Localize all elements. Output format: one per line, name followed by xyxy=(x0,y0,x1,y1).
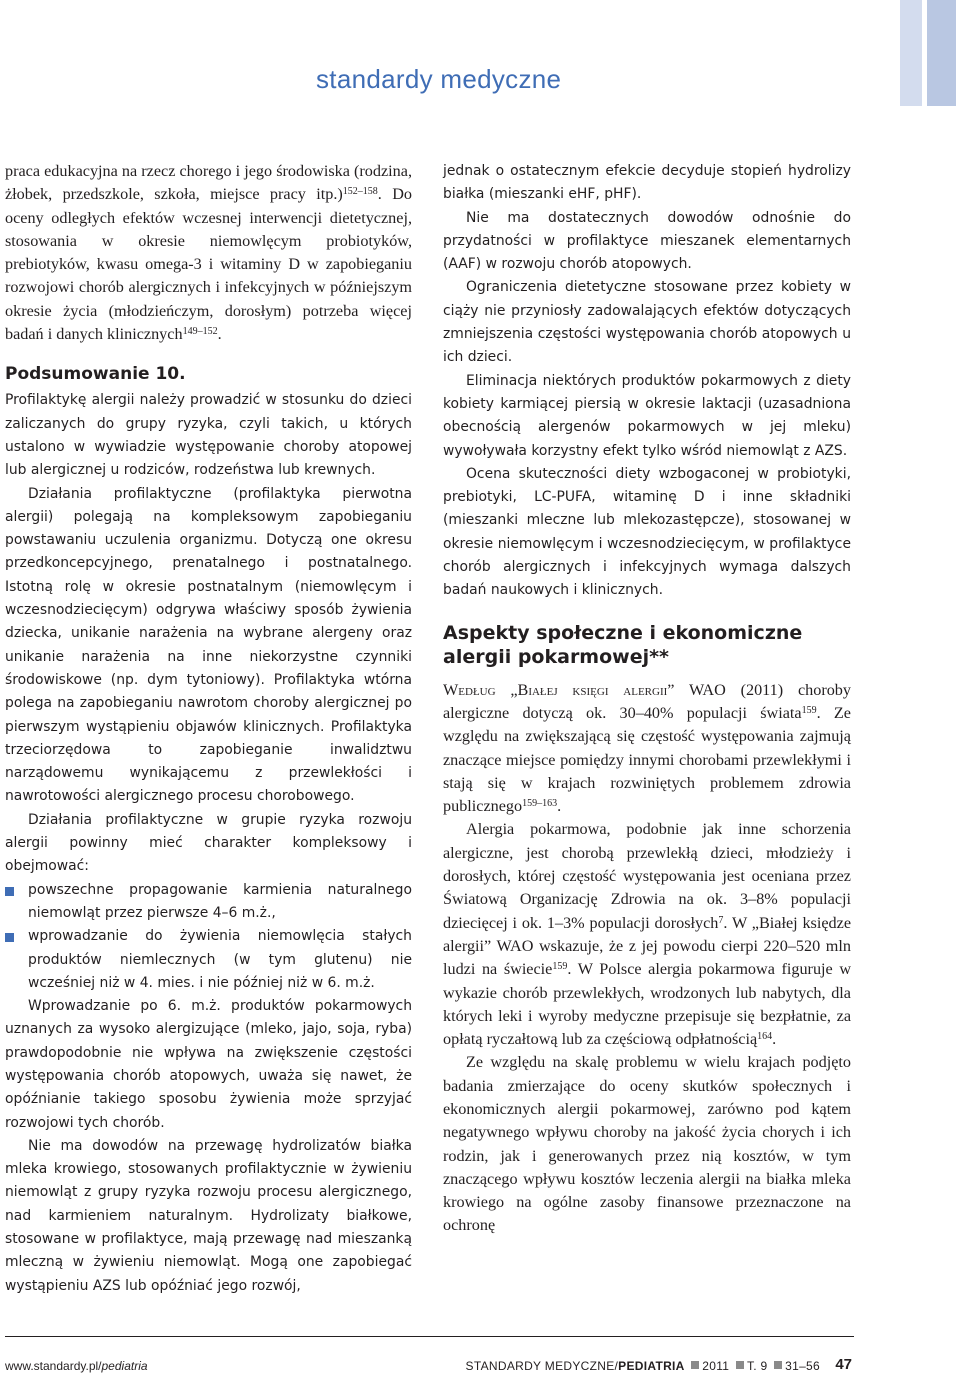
journal-year: 2011 xyxy=(702,1359,730,1373)
text: Alergia pokarmowa, podobnie jak inne schorzenia alergiczne, jest chorobą przewlekłą dzieci, młodzieży i dorosłych, której częstość występowania jest oceniana przez Światową Organizację Zdrowia na ok. 3–8% populacji dziecięcej i ok. 1–3% populacji dorosłych xyxy=(443,820,851,932)
square-bullet-icon xyxy=(5,933,14,942)
citation: 159 xyxy=(801,704,817,716)
text: . xyxy=(217,325,222,344)
right-paragraph-2: Nie ma dostatecznych dowodów odnośnie do przydatności w profilaktyce mieszanek elementarnych (AAF) w rozwoju chorób atopowych. xyxy=(443,209,851,273)
list-item xyxy=(5,879,412,926)
text: choroby alergiczne dotyczą ok. 30–40% populacji świata xyxy=(443,680,851,722)
text: praca edukacyjna na rzecz chorego i jego środowiska (rodzina, żłobek, przedszkole, szkoła, miejsce pracy itp.) xyxy=(5,162,412,204)
square-separator-icon xyxy=(736,1361,744,1369)
citation: 7 xyxy=(718,914,724,926)
left-column xyxy=(5,160,412,1298)
journal-section: PEDIATRIA xyxy=(618,1359,685,1373)
footer-rule xyxy=(5,1336,854,1337)
left-paragraph-1 xyxy=(5,160,412,346)
right-column xyxy=(443,160,851,1238)
summary-paragraph-5: Nie ma dowodów na przewagę hydrolizatów białka mleka krowiego, stosowanych profilaktycznie w żywieniu niemowląt z grupy ryzyka rozwoju procesu alergicznego, nad karmieniem naturalnym. Hydrolizaty białkowe, stosowane w profilaktyce, mają przewagę nad mieszanką mleczną w żywieniu niemowląt. Mogą one zapobiegać wystąpieniu AZS lub opóźniać jego rozwój, xyxy=(5,1137,412,1294)
right-paragraph-4: Eliminacja niektórych produktów pokarmowych z diety kobiety karmiącej piersią w okresie laktacji (uzasadniona obecnością alergenów pokarmowych w jej mleku) wywoływała korzystny efekt tylko wśród niemowląt z AZS. xyxy=(443,372,851,459)
text: . W „Białej księdze alergii” WAO wskazuje, że z jej powodu cierpi 220–520 mln ludzi na świecie xyxy=(443,913,852,979)
square-bullet-icon xyxy=(5,887,14,896)
summary-paragraph-2: Działania profilaktyczne (profilaktyka pierwotna alergii) polegają na kompleksowym zapobieganiu powstawaniu uczulenia organizmu. Dotyczą one okresu przedkoncepcyjnego, prenatalnego i postnatalnego. Istotną rolę w okresie postnatalnym (niemowlęcym i wczesnodziecięcym) odgrywa właściwy sposób żywienia dziecka, unikanie narażenia na wybrane alergeny oraz unikanie narażenia na inne niekorzystne czynniki środowiskowe (np. dym tytoniowy). Profilaktyka wtórna polega na zapobieganiu nawrotom choroby alergicznej po pierwszym wystąpieniu objawów klinicznych. Profilaktyka trzeciorzędowa to zapobieganie inwalidztwu narządowemu wynikającemu z przewlekłości i nawrotowości alergicznego procesu chorobowego. xyxy=(5,485,412,805)
text: . W Polsce alergia pokarmowa figuruje w wykazie chorób przewlekłych, wrodzonych lub nabytych, dla których leki i wyroby medyczne przepisuje się bezpłatnie, za opłatą ryczałtową lub za częściową odpłatnością xyxy=(443,960,852,1049)
right-paragraph-8: Ze względu na skalę problemu w wielu krajach podjęto badania zmierzające do oceny skutków społecznych i ekonomicznych alergii pokarmowej, zarówno pod kątem negatywnego wpływu choroby na jakość życia chorych i ich rodzin, jak i generowanych przez nią kosztów, w tym znaczącego wpływu kosztów leczenia alergii na białka mleka krowiego na ogólne zasoby finansowe przeznaczone na ochronę xyxy=(443,1053,851,1235)
section-heading: Aspekty społeczne i ekonomiczne alergii pokarmowej** xyxy=(443,621,803,668)
page-number: 47 xyxy=(835,1356,852,1373)
text: . xyxy=(772,1030,777,1049)
right-paragraph-7 xyxy=(443,818,851,1051)
right-paragraph-5: Ocena skuteczności diety wzbogaconej w probiotyki, prebiotyki, LC-PUFA, witaminę D i inne składniki (mieszanki mleczne lub mlekozastępcze), stosowanej w okresie niemowlęcym i wczesnodziecięcym, w profilaktyce chorób alergicznych i infekcyjnych wymaga dalszych badań naukowych i klinicznych. xyxy=(443,465,851,599)
list-item-text: wprowadzanie do żywienia niemowlęcia stałych produktów niemlecznych (w tym glutenu) nie wcześniej niż w 4. mies. i nie później niż w 6. m.ż. xyxy=(28,928,412,991)
footer-url[interactable] xyxy=(5,1359,148,1373)
text: . xyxy=(557,797,562,816)
square-separator-icon xyxy=(691,1361,699,1369)
journal-name: STANDARDY MEDYCZNE/ xyxy=(465,1359,619,1373)
url-text: www.standardy.pl/ xyxy=(5,1359,102,1373)
citation: 152–158 xyxy=(342,186,378,198)
right-paragraph-3: Ograniczenia dietetyczne stosowane przez kobiety w ciąży nie przyniosły zadowalających efektów dotyczących zmniejszenia częstości występowania chorób atopowych u ich dzieci. xyxy=(443,279,851,366)
text: . Ze względu na zwiększającą się częstość występowania zajmują znaczące miejsce pomiędzy innymi chorobami przewlekłymi i stają się w krajach rozwiniętych problemem zdrowia publicznego xyxy=(443,703,851,816)
section-header: standardy medyczne xyxy=(316,64,562,94)
citation: 164 xyxy=(757,1031,773,1043)
journal-volume: T. 9 xyxy=(746,1359,768,1373)
page-footer xyxy=(0,1356,960,1379)
citation: 159–163 xyxy=(522,798,558,810)
decorative-bar-light xyxy=(900,0,922,106)
citation: 159 xyxy=(552,961,568,973)
list-item xyxy=(5,925,412,995)
journal-pages: 31–56 xyxy=(785,1359,820,1373)
decorative-bar xyxy=(927,0,956,106)
lead-in: Według „Białej księgi alergii” WAO (2011) xyxy=(443,680,784,699)
right-paragraph-6 xyxy=(443,679,851,819)
list-item-text: powszechne propagowanie karmienia naturalnego niemowląt przez pierwsze 4–6 m.ż., xyxy=(28,881,412,921)
summary-paragraph-3: Działania profilaktyczne w grupie ryzyka rozwoju alergii powinny mieć charakter kompleksowy i obejmować: xyxy=(5,811,412,875)
right-paragraph-1: jednak o ostatecznym efekcie decyduje stopień hydrolizy białka (mieszanki eHF, pHF). xyxy=(443,163,851,203)
footer-journal-info xyxy=(466,1359,820,1373)
summary-heading: Podsumowanie 10. xyxy=(5,364,186,385)
summary-paragraph-4: Wprowadzanie po 6. m.ż. produktów pokarmowych uznanych za wysoko alergizujące (mleko, jajo, soja, ryba) prawdopodobnie nie wpływa na zwiększenie częstości występowania chorób atopowych, uważa się nawet, że opóźnianie takiego sposobu żywienia może sprzyjać rozwojowi tych chorób. xyxy=(5,998,412,1131)
url-italic: pediatria xyxy=(101,1359,148,1373)
summary-paragraph-1: Profilaktykę alergii należy prowadzić w stosunku do dzieci zaliczanych do grupy ryzyka, czyli takich, u których ustalono w wywiadzie występowanie choroby atopowej lub alergicznej u rodziców, rodzeństwa lub krewnych. xyxy=(5,392,412,479)
square-separator-icon xyxy=(774,1361,782,1369)
bullet-list xyxy=(5,879,412,995)
text: . Do oceny odległych efektów wczesnej interwencji dietetycznej, stosowania w okresie niemowlęcym probiotyków, prebiotyków, kwasu omega-3 i witaminy D w zapobieganiu rozwojowi chorób alergicznych i infekcyjnych w późniejszym okresie życia (młodzieńczym, dorosłym) potrzeba więcej badań i danych klinicznych xyxy=(5,185,412,344)
citation: 149–152 xyxy=(182,326,218,338)
